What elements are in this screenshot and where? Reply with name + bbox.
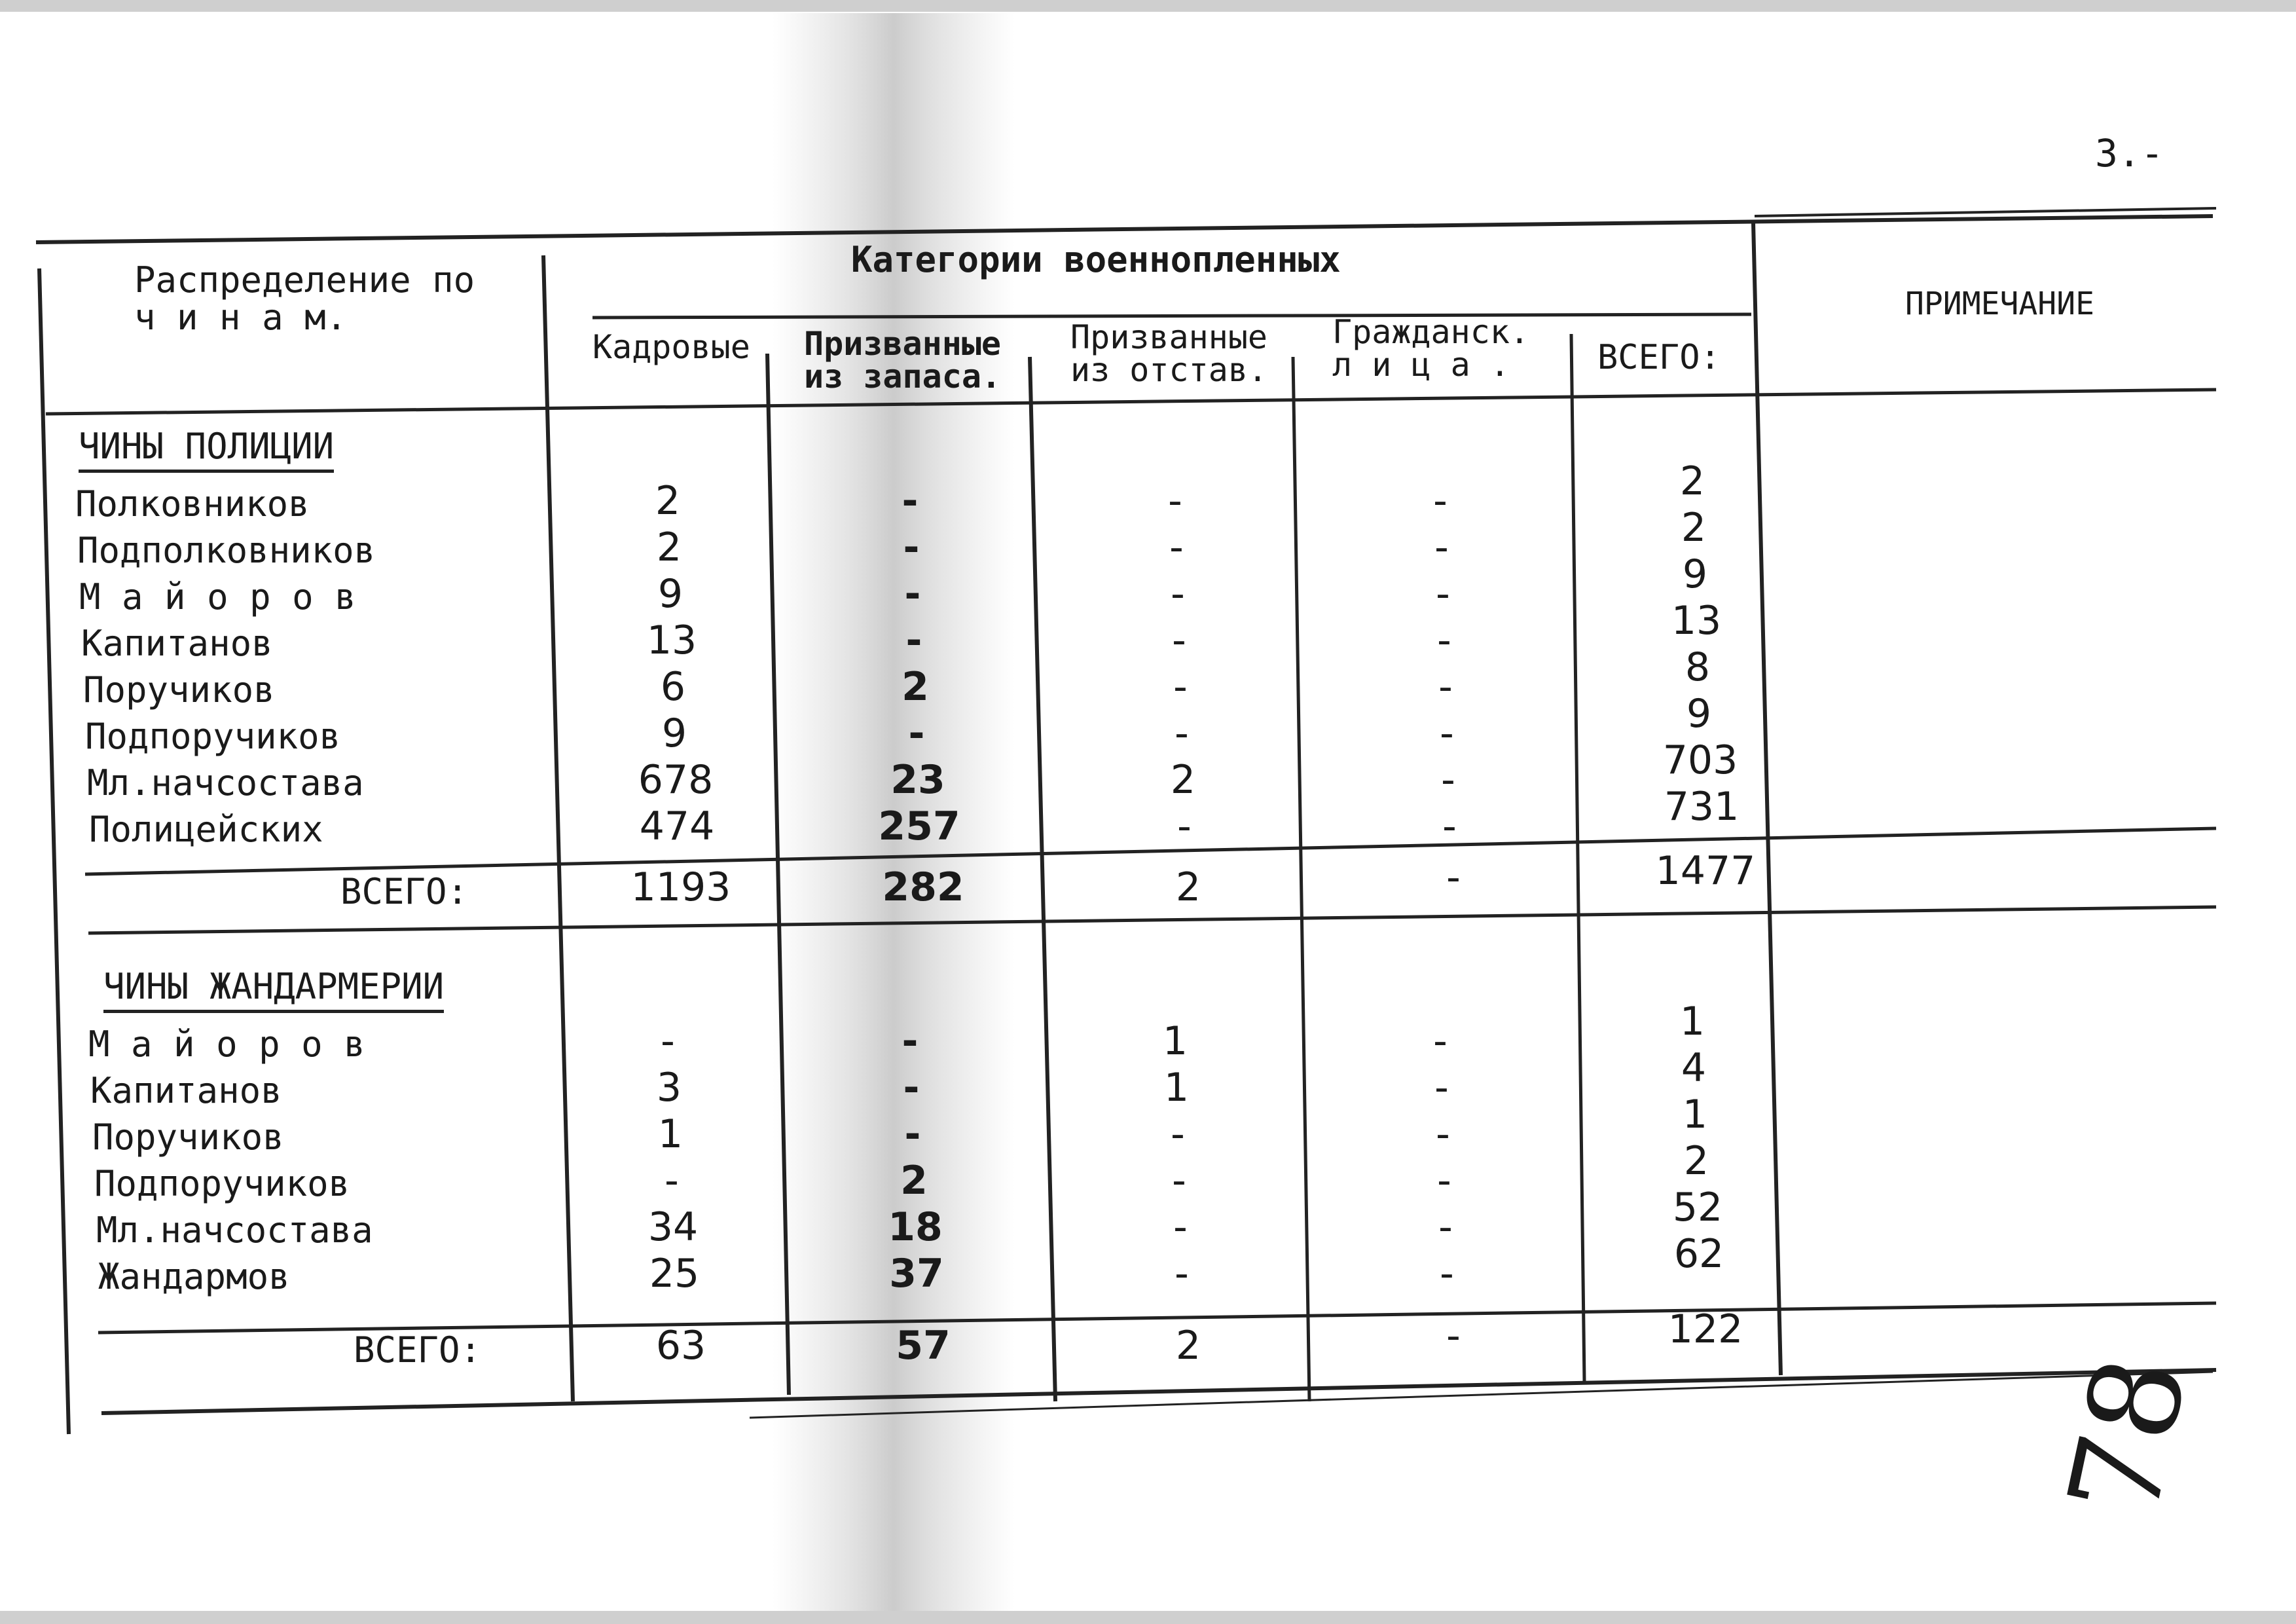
- gendarmerie-cell-otstav: 1: [1163, 1065, 1190, 1111]
- section-title-police: ЧИНЫ ПОЛИЦИИ: [79, 429, 334, 473]
- police-cell-otstav: -: [1173, 664, 1188, 710]
- gendarmerie-cell-otstav: -: [1171, 1111, 1185, 1157]
- police-cell-otstav: -: [1171, 571, 1185, 617]
- distribution-header: Распределение по ч и н а м.: [134, 259, 475, 338]
- police-row-label: Подполковников: [77, 530, 376, 571]
- police-cell-kadrovye: 6: [660, 664, 686, 710]
- police-cell-grazhd: -: [1440, 710, 1454, 756]
- police-cell-zapas: -: [908, 710, 925, 756]
- police-cell-grazhd: -: [1437, 618, 1451, 663]
- gendarmerie-row-label: Капитанов: [90, 1070, 282, 1111]
- gendarmerie-cell-vsego: 62: [1673, 1231, 1724, 1277]
- police-cell-grazhd: -: [1442, 803, 1457, 849]
- gendarmerie-total-otstav: 2: [1175, 1323, 1201, 1369]
- police-cell-otstav: -: [1168, 478, 1182, 524]
- police-row-label: Поручиков: [83, 669, 275, 710]
- gendarmerie-cell-grazhd: -: [1436, 1111, 1450, 1157]
- police-total-vsego: 1477: [1655, 848, 1756, 894]
- police-cell-grazhd: -: [1438, 664, 1453, 710]
- gendarmerie-total-grazhd: -: [1446, 1313, 1461, 1359]
- section-title-gendarmerie: ЧИНЫ ЖАНДАРМЕРИИ: [103, 969, 444, 1013]
- police-cell-kadrovye: 9: [661, 710, 687, 756]
- column-header-prizvannye-otstav: Призванные из отстав.: [1070, 318, 1268, 389]
- police-cell-kadrovye: 2: [655, 478, 681, 524]
- gendarmerie-cell-kadrovye: -: [661, 1018, 675, 1064]
- gendarmerie-cell-otstav: -: [1172, 1158, 1186, 1204]
- gendarmerie-total-kadrovye: 63: [655, 1323, 706, 1369]
- gendarmerie-cell-vsego: 4: [1681, 1045, 1707, 1091]
- gendarmerie-total-vsego: 122: [1667, 1306, 1743, 1352]
- gendarmerie-cell-otstav: 1: [1162, 1018, 1188, 1064]
- police-cell-kadrovye: 13: [646, 618, 697, 663]
- police-cell-otstav: -: [1172, 618, 1186, 663]
- police-row-label: Капитанов: [81, 623, 273, 664]
- police-cell-zapas: 257: [878, 803, 960, 849]
- gendarmerie-row-label: Подпоручиков: [94, 1163, 350, 1204]
- police-cell-kadrovye: 474: [639, 803, 715, 849]
- gendarmerie-cell-zapas: 18: [888, 1204, 943, 1250]
- gendarmerie-cell-vsego: 52: [1672, 1185, 1723, 1230]
- police-cell-vsego: 9: [1682, 551, 1708, 597]
- police-total-kadrovye: 1193: [630, 864, 731, 910]
- police-cell-otstav: 2: [1170, 757, 1196, 803]
- police-total-grazhd: -: [1446, 855, 1461, 900]
- police-cell-vsego: 13: [1671, 598, 1722, 644]
- police-row-label: Мл.начсостава: [87, 762, 364, 803]
- column-header-kadrovye: Кадровые: [592, 328, 750, 366]
- police-cell-zapas: -: [902, 478, 919, 524]
- page-number: 3.-: [2095, 131, 2164, 175]
- gendarmerie-total-label: ВСЕГО:: [354, 1329, 482, 1371]
- police-cell-grazhd: -: [1436, 571, 1450, 617]
- gendarmerie-cell-kadrovye: 1: [657, 1111, 683, 1157]
- column-header-vsego: ВСЕГО:: [1597, 338, 1721, 377]
- police-cell-grazhd: -: [1441, 757, 1455, 803]
- gendarmerie-cell-grazhd: -: [1437, 1158, 1451, 1204]
- gendarmerie-cell-kadrovye: 25: [649, 1251, 700, 1297]
- gendarmerie-cell-grazhd: -: [1440, 1251, 1454, 1297]
- column-header-prizvannye-zapas: Призванные из запаса.: [804, 325, 1002, 396]
- gendarmerie-cell-grazhd: -: [1434, 1065, 1449, 1111]
- police-cell-vsego: 8: [1685, 644, 1711, 690]
- gendarmerie-row-label: Мл.начсостава: [96, 1209, 373, 1251]
- police-row-label: М а й о р о в: [79, 576, 356, 618]
- police-cell-zapas: -: [905, 618, 922, 663]
- police-cell-zapas: -: [904, 571, 921, 617]
- gendarmerie-row-label: Поручиков: [92, 1116, 284, 1158]
- gendarmerie-cell-zapas: 37: [889, 1251, 944, 1297]
- gendarmerie-cell-otstav: -: [1175, 1251, 1189, 1297]
- police-cell-grazhd: -: [1433, 478, 1448, 524]
- police-cell-zapas: 23: [890, 757, 945, 803]
- gendarmerie-cell-zapas: -: [904, 1111, 921, 1157]
- column-header-grazhdansk: Гражданск. л и ц а .: [1332, 313, 1530, 384]
- gendarmerie-cell-kadrovye: 34: [647, 1204, 699, 1250]
- gendarmerie-row-label: Жандармов: [98, 1256, 290, 1297]
- police-cell-zapas: 2: [902, 664, 929, 710]
- gendarmerie-cell-zapas: -: [902, 1018, 919, 1064]
- gendarmerie-cell-zapas: -: [903, 1065, 920, 1111]
- police-cell-otstav: -: [1177, 803, 1192, 849]
- gendarmerie-row-label: М а й о р о в: [88, 1024, 365, 1065]
- police-total-label: ВСЕГО:: [340, 871, 469, 912]
- police-cell-grazhd: -: [1434, 525, 1449, 570]
- gendarmerie-cell-vsego: 1: [1682, 1092, 1708, 1137]
- police-total-zapas: 282: [882, 864, 964, 910]
- gendarmerie-cell-zapas: 2: [900, 1158, 928, 1204]
- police-cell-otstav: -: [1169, 525, 1184, 570]
- gendarmerie-cell-vsego: 1: [1679, 999, 1705, 1044]
- handwritten-archive-number: 78: [2041, 1344, 2215, 1530]
- police-row-label: Подпоручиков: [85, 716, 341, 757]
- police-cell-vsego: 731: [1664, 784, 1740, 830]
- column-header-primechanie: ПРИМЕЧАНИЕ: [1905, 286, 2094, 322]
- categories-header: Категории военнопленных: [851, 239, 1341, 280]
- gendarmerie-cell-grazhd: -: [1438, 1204, 1453, 1250]
- gendarmerie-cell-otstav: -: [1173, 1204, 1188, 1250]
- police-cell-vsego: 2: [1679, 458, 1705, 504]
- police-cell-kadrovye: 9: [657, 571, 683, 617]
- police-cell-vsego: 2: [1681, 505, 1707, 551]
- police-cell-zapas: -: [903, 525, 920, 570]
- police-cell-kadrovye: 678: [638, 757, 714, 803]
- gendarmerie-cell-grazhd: -: [1433, 1018, 1448, 1064]
- gendarmerie-cell-kadrovye: -: [665, 1158, 679, 1204]
- police-cell-otstav: -: [1175, 710, 1189, 756]
- gendarmerie-cell-kadrovye: 3: [656, 1065, 682, 1111]
- police-cell-vsego: 703: [1662, 737, 1738, 783]
- police-total-otstav: 2: [1175, 864, 1201, 910]
- police-row-label: Полковников: [75, 483, 310, 525]
- police-cell-kadrovye: 2: [656, 525, 682, 570]
- gendarmerie-total-zapas: 57: [896, 1323, 951, 1369]
- police-row-label: Полицейских: [89, 809, 323, 850]
- gendarmerie-cell-vsego: 2: [1683, 1138, 1709, 1184]
- police-cell-vsego: 9: [1686, 691, 1712, 737]
